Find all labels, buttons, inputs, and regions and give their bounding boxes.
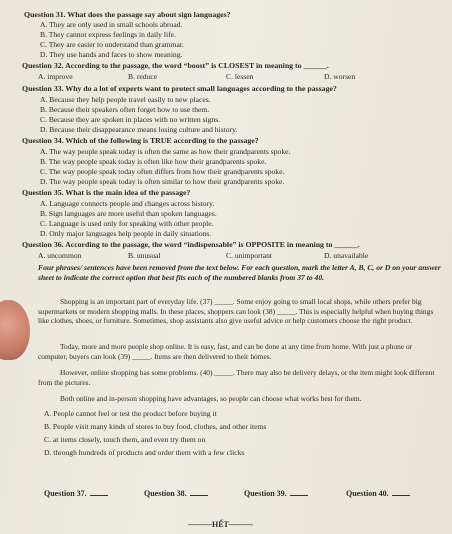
end-marker: ———HẾT——— (188, 520, 253, 529)
phrase-option-a: A. People cannot feel or test the product before buying it (44, 409, 217, 418)
q31-question: Question 31. What does the passage say about sign languages? (24, 10, 231, 19)
q35-option-d: D. Only major languages help people in daily situations. (40, 229, 212, 238)
q36-option-b: B. unusual (128, 251, 161, 260)
phrase-option-c: C. at items closely, touch them, and even try them on (44, 435, 206, 444)
q36-option-d: D. unavailable (324, 251, 369, 260)
q35-question: Question 35. What is the main idea of the passage? (22, 188, 191, 197)
q36-question: Question 36. According to the passage, the word “indispensable” is OPPOSITE in meaning to ______. (22, 240, 360, 249)
q33-option-b: B. Because their speakers often forget how to use them. (40, 105, 210, 114)
paragraph-2: Today, more and more people shop online. It is easy, fast, and can be done at any time from home. With just a phone or computer, buyers can look (39) _____. Items are then delivered to their homes. (38, 342, 413, 361)
q32-option-d: D. worsen (324, 72, 356, 81)
q35-option-c: C. Language is used only for speaking with other people. (40, 219, 214, 228)
answer-38-label: Question 38. (144, 489, 187, 498)
phrase-option-b: B. People visit many kinds of stores to buy food, clothes, and other items (44, 422, 267, 431)
q33-question: Question 33. Why do a lot of experts want to protect small languages according to the passage? (22, 84, 337, 93)
answer-40 (346, 489, 410, 498)
answer-40-label: Question 40. (346, 489, 389, 498)
answer-40-blank[interactable] (392, 495, 410, 496)
answer-37-label: Question 37. (44, 489, 87, 498)
q34-question: Question 34. Which of the following is TRUE according to the passage? (22, 136, 259, 145)
q32-question: Question 32. According to the passage, the word “boost” is CLOSEST in meaning to ______. (22, 61, 329, 70)
q34-option-c: C. The way people speak today often differs from how their grandparents spoke. (40, 167, 285, 176)
answer-39-label: Question 39. (244, 489, 287, 498)
answer-39-blank[interactable] (290, 495, 308, 496)
q34-option-b: B. The way people speak today is often like how their grandparents spoke. (40, 157, 267, 166)
q36-option-c: C. unimportant (226, 251, 272, 260)
q32-option-c: C. lessen (226, 72, 254, 81)
q31-option-c: C. They are easier to understand than grammar. (40, 40, 184, 49)
answer-38-blank[interactable] (190, 495, 208, 496)
answer-39 (244, 489, 308, 498)
q32-option-a: A. improve (38, 72, 73, 81)
q33-option-c: C. Because they are spoken in places with no written signs. (40, 115, 221, 124)
q35-option-b: B. Sign languages are more useful than spoken languages. (40, 209, 217, 218)
paragraph-1: Shopping is an important part of everyday life. (37) _____. Some enjoy going to small local shops, while others prefer big supermarkets or modern shopping malls. In these places, shoppers can look (38) _____. This is especially helpful when buying things like clothes, shoes, or furniture. Sometimes, shop assistants also give useful advice or help customers choose the right product. (38, 297, 434, 326)
answer-38 (144, 489, 208, 498)
answer-37 (44, 489, 108, 498)
q31-option-d: D. They use hands and faces to show meaning. (40, 50, 183, 59)
paragraph-3: However, online shopping has some problems. (40) _____. There may also be delivery delays, or the item might look different from the pictures. (38, 368, 435, 387)
q33-option-a: A. Because they help people travel easily to new places. (40, 95, 211, 104)
end-label: HẾT (212, 520, 229, 529)
q34-option-a: A. The way people speak today is often the same as how their grandparents spoke. (40, 147, 291, 156)
q34-option-d: D. The way people speak today is often similar to how their grandparents spoke. (40, 177, 285, 186)
phrase-option-d: D. through hundreds of products and order them with a few clicks (44, 448, 245, 457)
finger-image (0, 300, 30, 360)
q33-option-d: D. Because their disappearance means losing culture and history. (40, 125, 238, 134)
paragraph-4: Both online and in-person shopping have advantages, so people can choose what works best for them. (60, 394, 362, 403)
q35-option-a: A. Language connects people and changes across history. (40, 199, 215, 208)
q32-option-b: B. reduce (128, 72, 158, 81)
instructions: Four phrases/ sentences have been removed from the text below. For each question, mark the letter A, B, C, or D on your answer sheet to indicate the correct option that best fits each of the numbered blanks from 37 to 40. (38, 263, 441, 282)
q36-option-a: A. uncommon (38, 251, 82, 260)
q31-option-b: B. They cannot express feelings in daily life. (40, 30, 176, 39)
answer-37-blank[interactable] (90, 495, 108, 496)
q31-option-a: A. They are only used in small schools abroad. (40, 20, 183, 29)
